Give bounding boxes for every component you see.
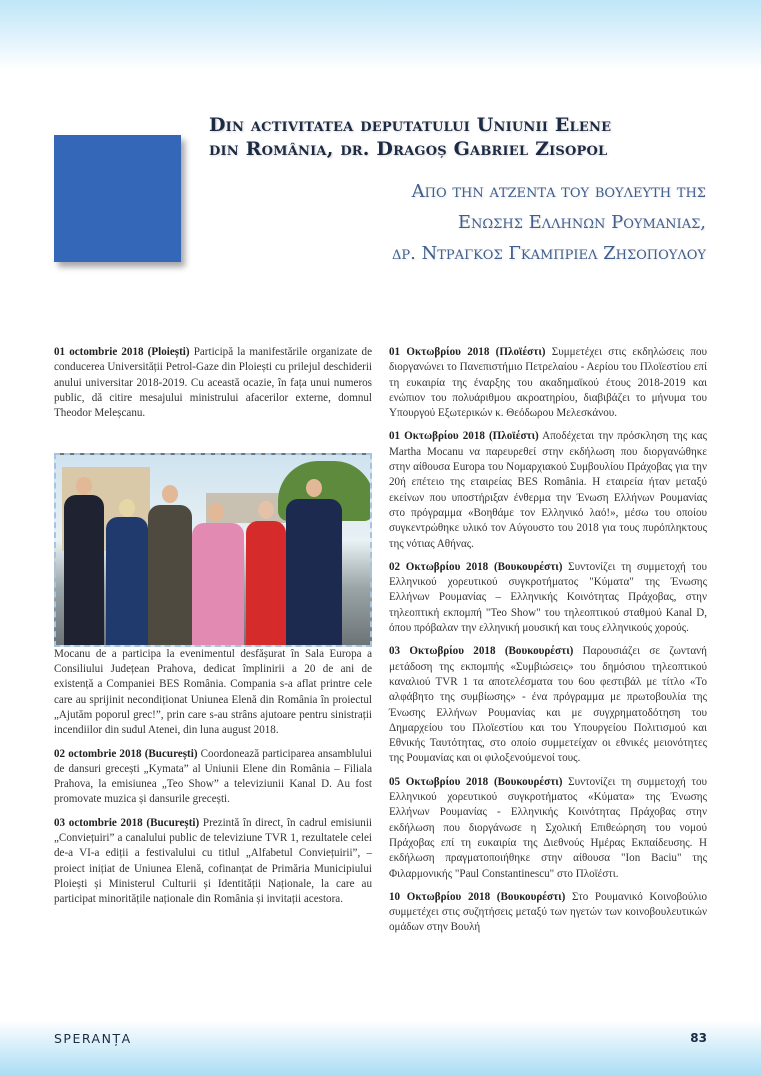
entry-text: Στο Ρουμανικό Κοινοβούλιο συμμετέχει στις συζητήσεις μεταξύ των ηγετών των κοινοβουλευτικών ομάδων στην Βουλή [389, 890, 707, 934]
right-column [389, 345, 707, 944]
entry-text: Participă la manifestările organizate de conducerea Universității Petrol-Gaze din Ploiești cu prilejul deschiderii anului universitar 2018-2019. Cu această ocazie, în fața unui numeros public, dă citire mesajului ministrului afacerilor externe, domnul Theodor Meleșcanu. [54, 346, 372, 420]
title-gr-line-2: Ενωσης Ελληνων Ρουμανιας, [457, 212, 706, 233]
entry-ro-1 [54, 345, 372, 421]
title-ro-line-2: din România, dr. Dragoș Gabriel Zisopol [209, 138, 608, 160]
entry-gr-4 [389, 644, 707, 766]
accent-square [54, 135, 181, 262]
photo-person [106, 517, 148, 645]
top-decorative-band [0, 0, 761, 70]
entry-text: Συντονίζει τη συμμετοχή του Ελληνικού χορευτικού συγκροτήματος «Κύματα» της Ένωσης Ελλήνων Ρουμανίας - Ελληνικής Κοινότητας Πράχοβας στην εκδήλωση που διοργάνωσε η Σχολική Επιθεώρηση του νομού Πράχοβας επί τη ευκαιρία της Διεθνούς Ημέρας Εκπαίδευσης. Η εκδήλωση πραγματοποιήθηκε στην αίθουσα "Ion Baciu" της Φιλαρμονικής "Paul Constantinescu" στο Πλοϊέστι. [389, 775, 708, 880]
entry-date: 01 Οκτωβρίου 2018 (Πλοϊέστι) [389, 346, 546, 358]
group-photo [54, 453, 372, 647]
entry-text: Coordonează participarea ansamblului de dansuri grecești „Kymata” al Uniunii Elene din România – Filiala Prahova, la emisiunea „Teo Show” a televiziunii Kanal D. Au fost promovate muzica și dansurile grecești. [54, 747, 372, 806]
entry-ro-3 [54, 747, 372, 808]
entry-date: 02 Οκτωβρίου 2018 (Βουκουρέστι) [389, 560, 563, 573]
photo-face [162, 485, 178, 503]
entry-text: Mocanu de a participa la evenimentul desfășurat în Sala Europa a Consiliului Județean Prahova, dedicat împlinirii a 20 de ani de existență a Companiei BES România. Compania s-a aflat printre cele care au sprijinit necondiționat Uniunea Elenă din România în proiectul „Ajutăm poporul grec!”, prin care s-au strâns ajutoare pentru sinistrații incendiilor din sudul Atenei, din luna august 2018. [54, 647, 372, 737]
entry-gr-2 [389, 429, 707, 551]
title-romanian [209, 113, 709, 161]
title-gr-line-3: δρ. Ντραγκος Γκαμπριελ Ζησοπουλου [391, 243, 706, 264]
entry-text: Prezintă în direct, în cadrul emisiunii „Conviețuiri” a canalului public de televiziune TVR 1, rezultatele celei de-a VI-a ediții a festivalului cu titlul „Alfabetul Conviețuirii”, – proiect inițiat de Uniunea Elenă, cofinanțat de Primăria Municipiului Ploiești și Ministerul Culturii și Identității Naționale, la care au participat minoritățile naționale din România și invitații acestora. [54, 816, 372, 906]
photo-person [64, 495, 104, 645]
entry-gr-5 [389, 775, 707, 882]
entry-date: 10 Οκτωβρίου 2018 (Βουκουρέστι) [389, 890, 566, 903]
page-number: 83 [690, 1031, 707, 1045]
entry-date: 01 Οκτωβρίου 2018 (Πλοϊέστι) [389, 430, 539, 443]
photo-person [192, 523, 244, 645]
photo-person [246, 521, 286, 645]
title-greek [246, 176, 706, 269]
bottom-decorative-band [0, 1020, 761, 1076]
entry-gr-3 [389, 560, 707, 636]
entry-date: 02 octombrie 2018 (București) [54, 747, 198, 760]
entry-date: 01 octombrie 2018 (Ploiești) [54, 346, 190, 358]
magazine-name: SPERANȚA [54, 1031, 132, 1046]
entry-gr-1 [389, 345, 707, 421]
entry-date: 05 Οκτωβρίου 2018 (Βουκουρέστι) [389, 775, 563, 788]
entry-ro-2 [54, 631, 372, 738]
photo-face [258, 501, 274, 519]
photo-person [286, 499, 342, 645]
photo-person [148, 505, 192, 645]
title-gr-line-1: Απο την ατζεντα του βουλευτη της [411, 181, 706, 202]
entry-text: Συντονίζει τη συμμετοχή του Ελληνικού χορευτικού συγκροτήματος "Κύματα" της Ένωσης Ελλήνων Ρουμανίας – Ελληνικής Κοινότητας Πράχοβας, στην τηλεοπτική εκπομπή "Teo Show" του τηλεοπτικού σταθμού Kanal D, όπου πρόβαλαν την ελληνική μουσική και τους ελληνικούς χορούς. [389, 560, 708, 635]
photo-face [119, 499, 135, 517]
entry-text: Παρουσιάζει σε ζωντανή μετάδοση της εκπομπής «Συμβιώσεις» του δημόσιου τηλεοπτικού καναλιού TVR 1 τα αποτελέσματα του 6ου φεστιβάλ με τίτλο «Το αλφάβητο της συμβίωσης» - ένα πρόγραμμα με πρωτοβουλία της Ένωσης Ελλήνων Ρουμανίας και με συγχρηματοδότηση του Δημαρχείου του Πλοϊεστίου και του Υπουργείου Πολιτισμού και Εθνικής Ταυτότητας, στο οποίο συμμετείχαν οι εθνικές μειονότητες της Ρουμανίας και οι φιλοξενούμενοί τους. [389, 645, 707, 765]
entry-text: Αποδέχεται την πρόσκληση της κας Martha Mocanu να παρευρεθεί στην εκδήλωση που διοργανώθηκε στην αίθουσα Europa του Νομαρχιακού Συμβουλίου Πράχοβας για την 20ή επέτειο της εταιρείας BES România. Η εταιρεία ήταν μεταξύ εκείνων που υποστήριξαν ένθερμα την Ένωση Ελλήνων Ρουμανίας στο πρόγραμμα «Βοηθάμε τον Ελληνικό λαό!», μέσω του οποίου συγκεντρώθηκε υλικό τον Αύγουστο του 2018 για τους πυρόπληκτους της νότιας Αθήνας. [389, 430, 707, 550]
title-ro-line-1: Din activitatea deputatului Uniunii Elene [209, 114, 612, 136]
entry-date: 03 octombrie 2018 (București) [54, 816, 200, 829]
photo-face [76, 477, 92, 495]
entry-text: Συμμετέχει στις εκδηλώσεις που διοργανώνει το Πανεπιστήμιο Πετρελαίου - Αερίου του Πλοϊεστίου επί τη ευκαιρία της έναρξης του ακαδημαϊκού έτους 2018-2019 και ενώπιον του πολυάριθμου ακροατηρίου, διαβιβάζει το μήνυμα του Υπουργού Εξωτερικών κ. Θεόδωρου Μελεσκάνου. [389, 346, 707, 420]
entry-date: 03 Οκτωβρίου 2018 (Βουκουρέστι) [389, 645, 574, 658]
entry-ro-4 [54, 816, 372, 908]
photo-face [208, 503, 224, 521]
entry-gr-6 [389, 890, 707, 936]
photo-face [306, 479, 322, 497]
